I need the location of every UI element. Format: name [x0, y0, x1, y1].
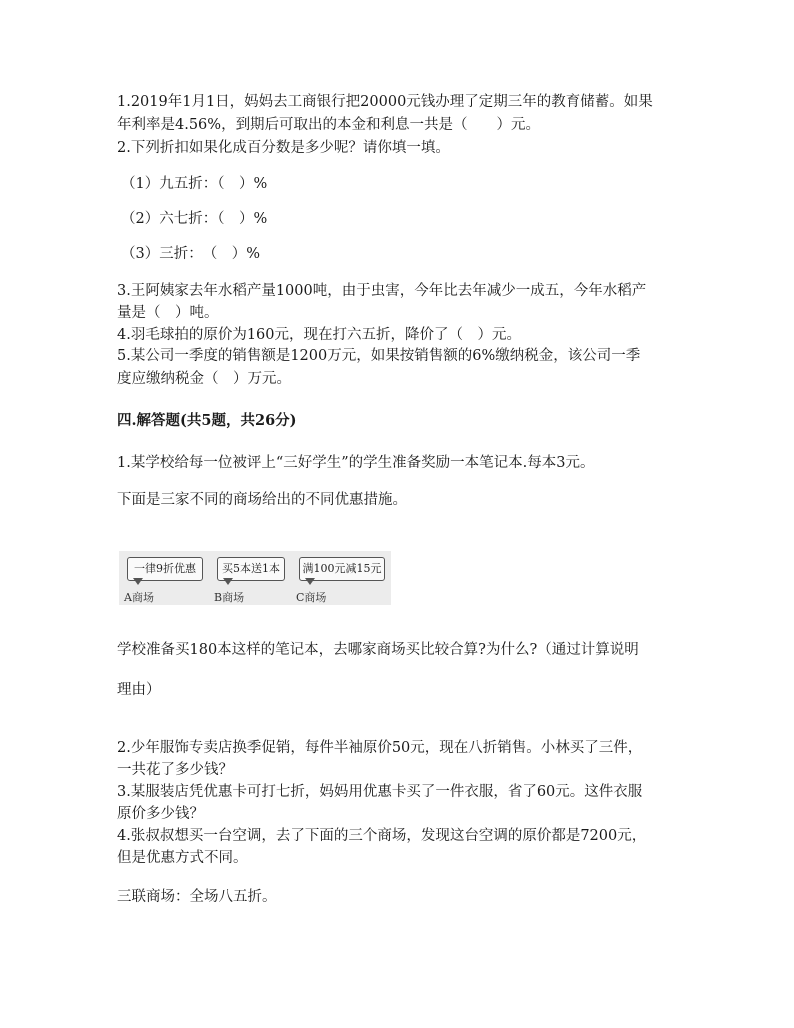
promo-bubble-c: 满100元减15元	[299, 557, 385, 581]
promo-mall-c: C商场	[296, 591, 327, 604]
q4-line-1: 4.羽毛球拍的原价为160元，现在打六五折，降价了（ ）元。	[117, 327, 522, 343]
promotion-image	[119, 551, 391, 605]
p4-line-2: 但是优惠方式不同。	[117, 850, 248, 866]
section-title: 四.解答题(共5题，共26分)	[117, 412, 297, 429]
promo-bubble-b: 买5本送1本	[217, 557, 285, 581]
p1-line-4: 理由）	[117, 682, 161, 698]
q2-item-2: （2）六七折：（ ）%	[121, 211, 268, 227]
p2-line-1: 2.少年服饰专卖店换季促销，每件半袖原价50元，现在八折销售。小林买了三件，	[117, 740, 643, 756]
q5-line-1: 5.某公司一季度的销售额是1200万元，如果按销售额的6%缴纳税金，该公司一季	[117, 348, 641, 364]
p1-line-3: 学校准备买180本这样的笔记本，去哪家商场买比较合算?为什么?（通过计算说明	[117, 642, 639, 658]
q1-line-2: 年利率是4.56%，到期后可取出的本金和利息一共是（ ）元。	[117, 117, 541, 133]
p4-line-1: 4.张叔叔想买一台空调，去了下面的三个商场，发现这台空调的原价都是7200元，	[117, 828, 647, 844]
p1-line-2: 下面是三家不同的商场给出的不同优惠措施。	[117, 492, 407, 508]
promo-bubble-c-tail	[305, 578, 315, 585]
q2-item-3: （3）三折： （ ）%	[121, 246, 261, 262]
promo-bubble-a: 一律9折优惠	[127, 557, 203, 581]
p4-line-3: 三联商场：全场八五折。	[117, 889, 277, 905]
p1-line-1: 1.某学校给每一位被评上“三好学生”的学生准备奖励一本笔记本.每本3元。	[117, 455, 595, 471]
promo-bubble-a-tail	[133, 578, 143, 585]
promo-mall-a: A商场	[124, 591, 154, 604]
q2-item-1: （1）九五折：（ ）%	[121, 176, 268, 192]
q5-line-2: 度应缴纳税金（ ）万元。	[117, 371, 291, 387]
q3-line-2: 量是（ ）吨。	[117, 305, 219, 321]
q3-line-1: 3.王阿姨家去年水稻产量1000吨，由于虫害，今年比去年减少一成五，今年水稻产	[117, 283, 647, 299]
promo-bubble-b-tail	[223, 578, 233, 585]
promo-mall-b: B商场	[214, 591, 245, 604]
p3-line-2: 原价多少钱？	[117, 806, 204, 822]
p3-line-1: 3.某服装店凭优惠卡可打七折，妈妈用优惠卡买了一件衣服，省了60元。这件衣服	[117, 784, 643, 800]
q1-line-1: 1.2019年1月1日，妈妈去工商银行把20000元钱办理了定期三年的教育储蓄。如果	[117, 94, 653, 110]
p2-line-2: 一共花了多少钱？	[117, 762, 233, 778]
q2-line-1: 2.下列折扣如果化成百分数是多少呢？请你填一填。	[117, 140, 450, 156]
